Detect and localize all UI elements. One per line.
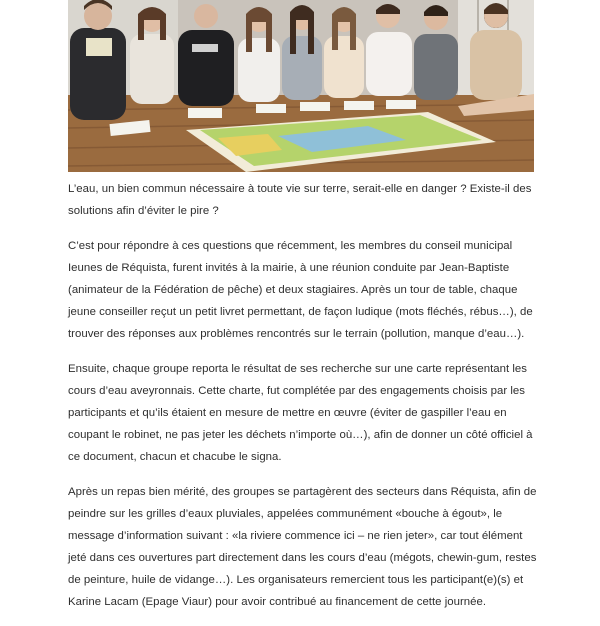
article-body: [68, 178, 538, 626]
youth-council-photo-illustration: [68, 0, 534, 172]
article-paragraph-meeting: C’est pour répondre à ces questions que récemment, les membres du conseil municipal Ieunes de Réquista, furent invités à la mairie, à une réunion conduite par Jean-Baptiste (animateur de la Fédération de pêche) et deux stagiaires. Après un tour de table, chaque jeune conseiller reçut un petit livret permettant, de façon ludique (mots fléchés, rébus…), de trouver des réponses aux problèmes rencontrés sur le terrain (pollution, manque d’eau…).: [68, 240, 533, 340]
article-paragraph-charter: Ensuite, chaque groupe reporta le résultat de ses recherche sur une carte représentant les cours d’eau aveyronnais. Cette charte, fut complétée par des engagements choisis par les participants et qu’ils étaient en mesure de mettre en œuvre (éviter de gaspiller l’eau en coupant le robinet, ne pas jeter les déchets n’importe où…), afin de donner un côté officiel à ce document, chacun et chacube le signa.: [68, 363, 533, 463]
article-photo: [68, 0, 534, 172]
article-paragraph-intro: L’eau, un bien commun nécessaire à toute vie sur terre, serait-elle en danger ? Existe-il des solutions afin d’éviter le pire ?: [68, 183, 532, 217]
article-paragraph-drains: Après un repas bien mérité, des groupes se partagèrent des secteurs dans Réquista, afin de peindre sur les grilles d’eaux pluviales, appelées communément «bouche à égout», le message d’information suivant : «la riviere commence ici – ne rien jeter», car tout élément jeté dans ces ouvertures part directement dans les cours d’eau (mégots, chewin-gum, restes de peinture, huile de vidange…). Les organisateurs remercient tous les participant(e)(s) et Karine Lacam (Epage Viaur) pour avoir contribué au financement de cette journée.: [68, 486, 537, 608]
